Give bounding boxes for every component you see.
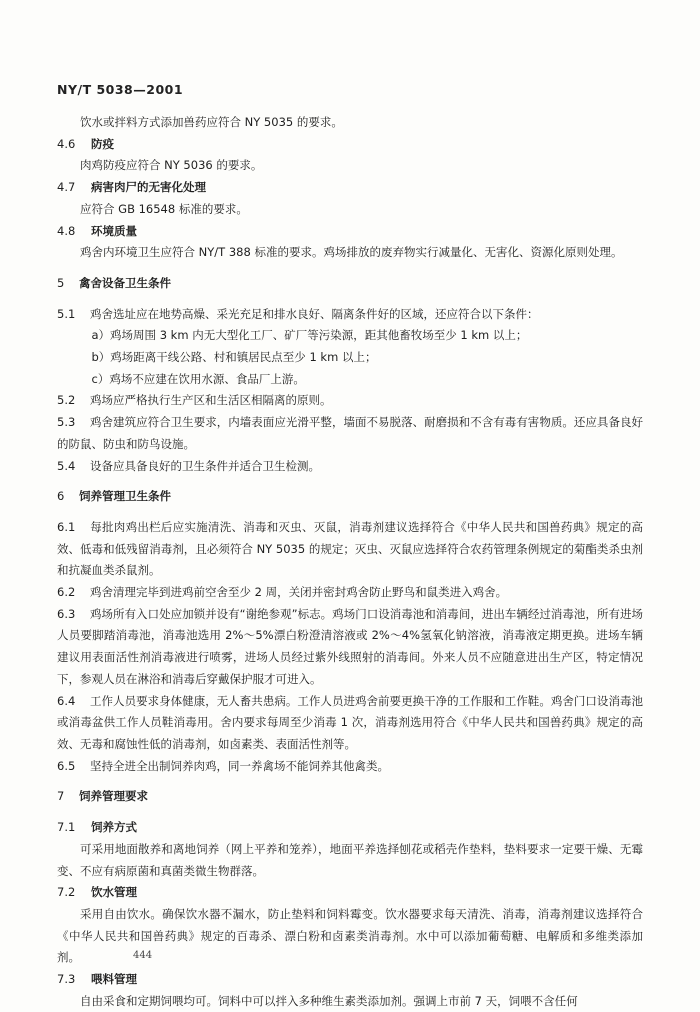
heading-number: 7.3	[57, 972, 76, 987]
clause	[57, 582, 643, 604]
paragraph: 鸡舍内环境卫生应符合 NY/T 388 标准的要求。鸡场排放的废弃物实行减量化、无害化、资源化原则处理。	[80, 245, 623, 260]
clause-number: 6.2	[57, 585, 76, 600]
clause	[57, 517, 643, 582]
paragraph: 应符合 GB 16548 标准的要求。	[80, 201, 248, 216]
paragraph: 自由采食和定期饲喂均可。饲料中可以拌入多种维生素类添加剂。强调上市前 7 天，饲喂不含任何	[80, 993, 578, 1008]
clause	[57, 756, 643, 778]
heading-number: 5	[57, 275, 65, 290]
heading-number: 4.6	[57, 136, 76, 151]
section-heading	[57, 969, 643, 991]
clause	[57, 604, 643, 691]
chapter-heading	[57, 486, 643, 508]
heading-title: 环境质量	[91, 223, 137, 238]
heading-number: 7.1	[57, 820, 76, 835]
heading-title: 饲养管理卫生条件	[79, 489, 171, 504]
heading-number: 4.7	[57, 180, 76, 195]
clause-number: 6.1	[57, 519, 76, 534]
heading-title: 禽舍设备卫生条件	[79, 275, 171, 290]
clause-text: 鸡场所有入口处应加锁并设有“谢绝参观”标志。鸡场门口设消毒池和消毒间，进出车辆经过消毒池，所有进场人员要脚踏消毒池，消毒池选用 2%～5%漂白粉澄清溶液或 2%～4%氢氧化钠溶液，消毒液定期更换。进场车辆建议用表面活性剂消毒液进行喷雾，进场人员经过紫外线照射的消毒间。外来人员不应随意进出生产区，特定情况下，参观人员在淋浴和消毒后穿戴保护服才可进入。	[57, 606, 643, 686]
paragraph: 饮水或拌料方式添加兽药应符合 NY 5035 的要求。	[80, 115, 343, 129]
heading-title: 饮水管理	[91, 885, 137, 900]
heading-number: 7.2	[57, 885, 76, 900]
paragraph: 可采用地面散养和离地饲养（网上平养和笼养），地面平养选择刨花或稻壳作垫料，垫料要求一定要干燥、无霉变、不应有病原菌和真菌类微生物群落。	[57, 841, 643, 878]
heading-title: 饲养方式	[91, 820, 137, 835]
clause	[57, 390, 643, 412]
clause-text: 设备应具备良好的卫生条件并适合卫生检测。	[90, 458, 320, 473]
clause	[57, 304, 643, 326]
paragraph: 肉鸡防疫应符合 NY 5036 的要求。	[80, 158, 263, 173]
section-heading	[57, 817, 643, 839]
heading-title: 病害肉尸的无害化处理	[91, 180, 206, 195]
list-item: a）鸡场周围 3 km 内无大型化工厂、矿厂等污染源，距其他畜牧场至少 1 km 以上；	[91, 328, 528, 343]
clause-number: 5.3	[57, 415, 76, 430]
section-heading	[57, 177, 643, 199]
clause	[57, 691, 643, 756]
clause	[57, 412, 643, 455]
clause-number: 6.5	[57, 758, 76, 773]
list-item: b）鸡场距离干线公路、村和镇居民点至少 1 km 以上；	[91, 350, 377, 365]
heading-number: 7	[57, 789, 65, 804]
heading-number: 6	[57, 489, 65, 504]
chapter-heading	[57, 273, 643, 295]
clause-number: 5.1	[57, 306, 76, 321]
section-heading	[57, 882, 643, 904]
clause-text: 工作人员要求身体健康，无人畜共患病。工作人员进鸡舍前要更换干净的工作服和工作鞋。鸡舍门口设消毒池或消毒盆供工作人员鞋消毒用。舍内要求每周至少消毒 1 次，消毒剂选用符合《中华人民共和国兽药典》规定的高效、无毒和腐蚀性低的消毒剂，如卤素类、表面活性剂等。	[57, 693, 643, 751]
clause-text: 鸡舍选址应在地势高燥、采光充足和排水良好、隔离条件好的区域，还应符合以下条件：	[90, 306, 539, 321]
clause-number: 6.4	[57, 693, 76, 708]
section-heading	[57, 134, 643, 156]
heading-title: 防疫	[91, 136, 114, 151]
list-item: c）鸡场不应建在饮用水源、食品厂上游。	[91, 371, 305, 386]
clause-text: 鸡舍清理完毕到进鸡前空舍至少 2 周，关闭并密封鸡舍防止野鸟和鼠类进入鸡舍。	[90, 585, 508, 600]
clause-number: 5.2	[57, 393, 76, 408]
standard-code: NY/T 5038—2001	[57, 82, 184, 97]
heading-title: 饲养管理要求	[79, 789, 148, 804]
paragraph: 采用自由饮水。确保饮水器不漏水，防止垫料和饲料霉变。饮水器要求每天清洗、消毒，消毒剂建议选择符合《中华人民共和国兽药典》规定的百毒杀、漂白粉和卤素类消毒剂。水中可以添加葡萄糖、电解质和多维类添加剂。	[57, 906, 643, 965]
clause	[57, 456, 643, 478]
clause-number: 6.3	[57, 606, 76, 621]
heading-number: 4.8	[57, 223, 76, 238]
clause-text: 鸡场应严格执行生产区和生活区相隔离的原则。	[90, 393, 332, 408]
clause-number: 5.4	[57, 458, 76, 473]
clause-text: 鸡舍建筑应符合卫生要求，内墙表面应光滑平整，墙面不易脱落、耐磨损和不含有毒有害物质。还应具备良好的防鼠、防虫和防鸟设施。	[57, 415, 643, 451]
document-body	[57, 112, 643, 1012]
chapter-heading	[57, 786, 643, 808]
page-number: 444	[133, 950, 153, 961]
clause-text: 坚持全进全出制饲养肉鸡，同一养禽场不能饲养其他禽类。	[90, 758, 389, 773]
heading-title: 喂料管理	[91, 972, 137, 987]
clause-text: 每批肉鸡出栏后应实施清洗、消毒和灭虫、灭鼠，消毒剂建议选择符合《中华人民共和国兽药典》规定的高效、低毒和低残留消毒剂，且必须符合 NY 5035 的规定；灭虫、灭鼠应选择符合农药管理条例规定的菊酯类杀虫剂和抗凝血类杀鼠剂。	[57, 519, 643, 578]
section-heading	[57, 221, 643, 243]
